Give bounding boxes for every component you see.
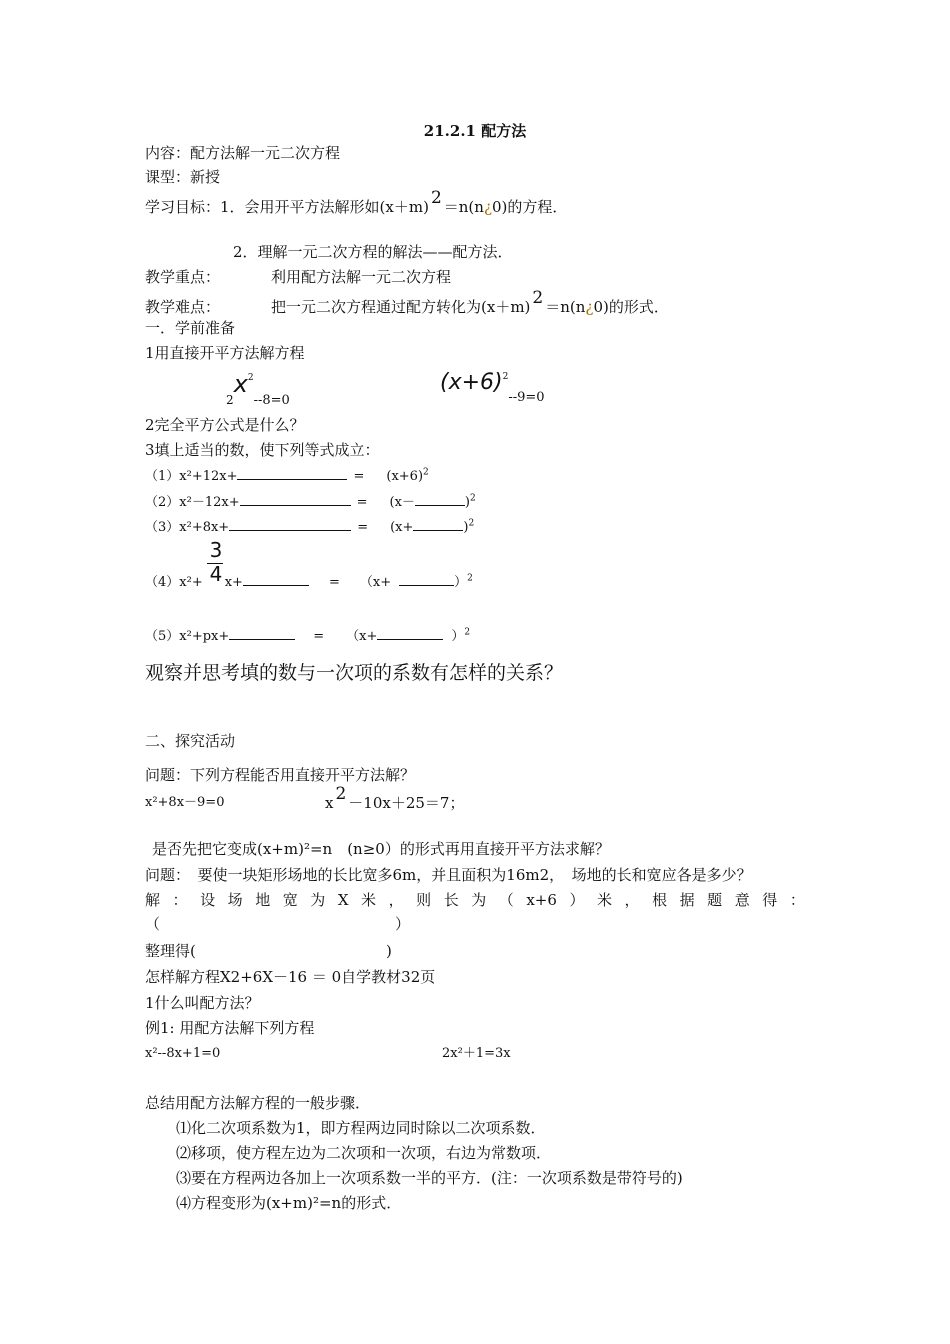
fill-blank[interactable] — [377, 625, 443, 640]
fill-blank[interactable] — [240, 491, 351, 506]
page-title: 21.2.1 配方法 — [423, 122, 527, 140]
example-heading: 例1: 用配方法解下列方程 — [145, 1019, 315, 1037]
difficult-point: 教学难点： 把一元二次方程通过配方转化为(x＋m) 2 ＝n(n¿0)的形式． — [145, 288, 669, 316]
equation-1: $_2x^2--8=0$ — [226, 370, 290, 408]
fill-blank[interactable] — [399, 571, 454, 586]
content-line: 内容：配方法解一元二次方程 — [145, 144, 341, 162]
fill-item-4: $(4)x^2+ x+ = (x+ )^2$ — [145, 571, 473, 593]
summary-heading: 总结用配方法解方程的一般步骤． — [145, 1094, 371, 1112]
equation-2: $(x+6)^2--9=0$ — [440, 370, 545, 405]
example-equation-b: 2x²＋1=3x — [442, 1046, 511, 1061]
key-point: 教学重点： 利用配方法解一元二次方程 — [145, 268, 452, 286]
fill-blank[interactable] — [243, 571, 309, 586]
step-4: ⑷方程变形为(x+m)²=n的形式． — [176, 1194, 402, 1212]
equation-a: x²+8x－9=0 — [145, 795, 225, 810]
how-to-solve: 怎样解方程X2+6X－16 ＝ 0自学教材32页 — [145, 968, 436, 986]
observe-question: 观察并思考填的数与一次项的系数有怎样的关系？ — [145, 662, 564, 684]
step-1: ⑴化二次项系数为1，即方程两边同时除以二次项系数． — [176, 1119, 546, 1137]
learning-goal-2: 2．理解一元二次方程的解法——配方法． — [233, 243, 513, 261]
fill-item-1: $(1)x^2+12x+ = (x+6)^2$ — [145, 465, 429, 487]
solution-line: 解 ： 设 场 地 宽 为 X 米 ， 则 长 为 （ x+6 ） 米 ， 根 据 题 意 得 ： — [145, 891, 805, 909]
transform-question: 是否先把它变成(x+m)²=n (n≥0）的形式再用直接开平方法求解？ — [152, 840, 610, 858]
fill-item-3: $(3)x^2+8x+ = (x+ )^2$ — [145, 516, 474, 538]
fraction-denominator: 4 — [209, 562, 223, 586]
question-2: 2完全平方公式是什么？ — [145, 416, 305, 434]
question-1: 1用直接开平方法解方程 — [145, 344, 305, 362]
fill-blank[interactable] — [237, 465, 347, 480]
section2-question: 问题：下列方程能否用直接开平方法解？ — [145, 766, 416, 784]
step-2: ⑵移项，使方程左边为二次项和一次项，右边为常数项． — [176, 1144, 552, 1162]
fill-blank[interactable] — [229, 625, 295, 640]
learning-goal-1: 学习目标：1．会用开平方法解形如(x＋m) 2 ＝n(n¿0)的方程． — [145, 188, 568, 216]
what-is-completing-square: 1什么叫配方法？ — [145, 994, 260, 1012]
fill-blank[interactable] — [413, 516, 463, 531]
equation-b: x 2 －10x＋25＝7； — [325, 784, 465, 812]
fraction-numerator: 3 — [209, 538, 223, 562]
problem-text: 问题： 要使一块矩形场地的长比宽多6m，并且面积为16m2， 场地的长和宽应各是多少？ — [145, 866, 752, 884]
question-3: 3填上适当的数，使下列等式成立： — [145, 441, 380, 459]
fill-item-2: $(2)x^2-12x+ = (x- )^2$ — [145, 491, 476, 513]
section2-heading: 二、探究活动 — [145, 732, 236, 750]
fill-item-5: $(5)x^2+px+ = (x+ )^2$ — [145, 625, 470, 647]
fill-blank[interactable] — [229, 516, 351, 531]
arrange-line: 整理得( ) — [145, 942, 392, 960]
answer-parentheses: （ ） — [145, 915, 411, 933]
section1-heading: 一．学前准备 — [145, 319, 236, 337]
lesson-type-line: 课型：新授 — [145, 168, 221, 186]
example-equation-a: x²--8x+1=0 — [145, 1046, 221, 1061]
step-3: ⑶要在方程两边各加上一次项系数一半的平方．(注：一次项系数是带符号的) — [176, 1169, 683, 1187]
fill-blank[interactable] — [415, 491, 465, 506]
